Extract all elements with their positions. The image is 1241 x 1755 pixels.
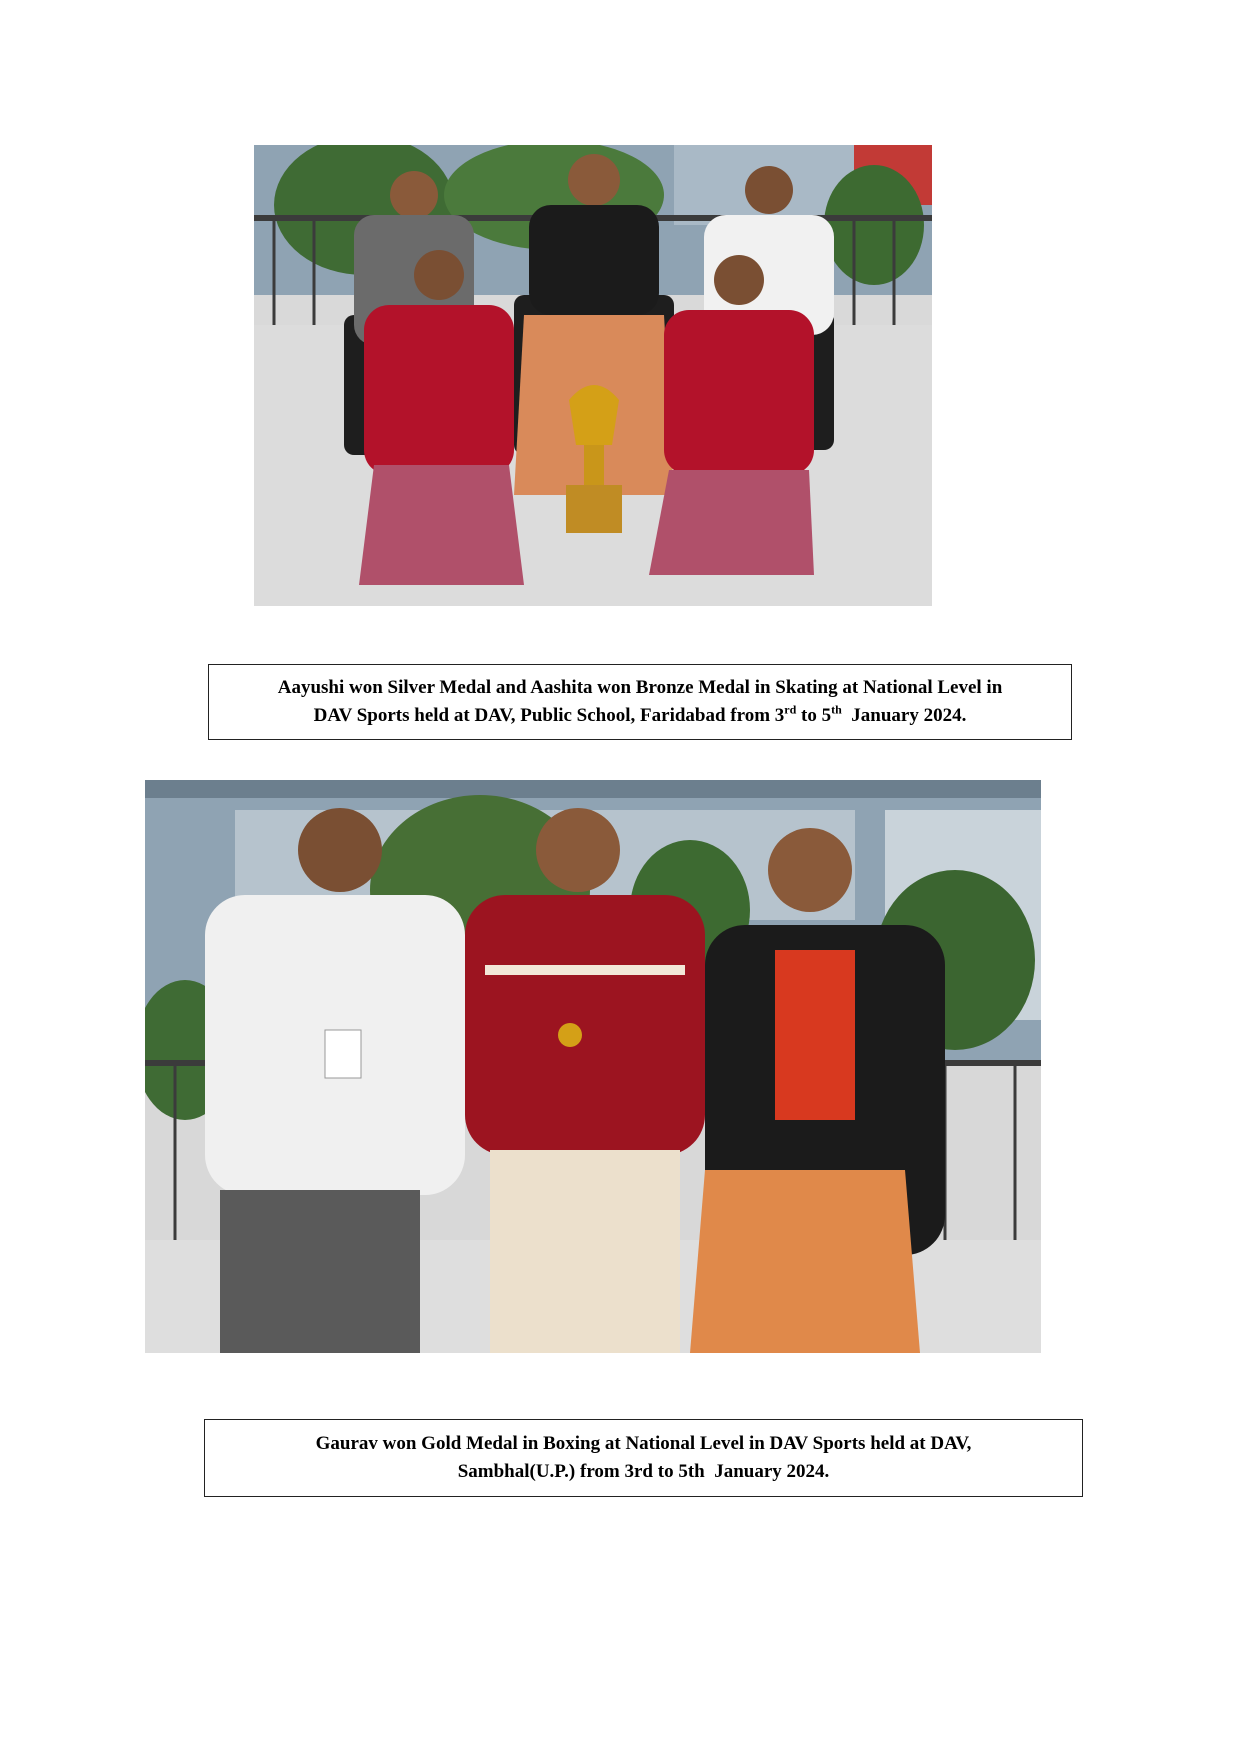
skating-team-photo: [254, 145, 932, 606]
skating-team-image: [254, 145, 932, 606]
skating-caption: [208, 664, 1072, 740]
boxing-winner-photo: [145, 780, 1041, 1353]
skating-caption-line-2-prefix: DAV Sports held at DAV, Public School, Faridabad from 3: [313, 705, 785, 726]
skating-caption-line-2-mid: to 5: [796, 705, 832, 726]
boxing-caption-line-1: Gaurav won Gold Medal in Boxing at National Level in DAV Sports held at DAV,: [315, 1433, 972, 1454]
skating-caption-line-1: Aayushi won Silver Medal and Aashita won Bronze Medal in Skating at National Level in: [277, 677, 1003, 698]
skating-caption-line-2-suffix: January 2024.: [841, 705, 967, 726]
skating-caption-sup-th: th: [831, 702, 842, 717]
boxing-caption: [204, 1419, 1083, 1497]
skating-caption-sup-rd: rd: [784, 702, 797, 717]
boxing-caption-line-2: Sambhal(U.P.) from 3rd to 5th January 2024.: [457, 1461, 830, 1482]
boxing-winner-image: [145, 780, 1041, 1353]
skating-caption-line-2: [314, 702, 967, 730]
